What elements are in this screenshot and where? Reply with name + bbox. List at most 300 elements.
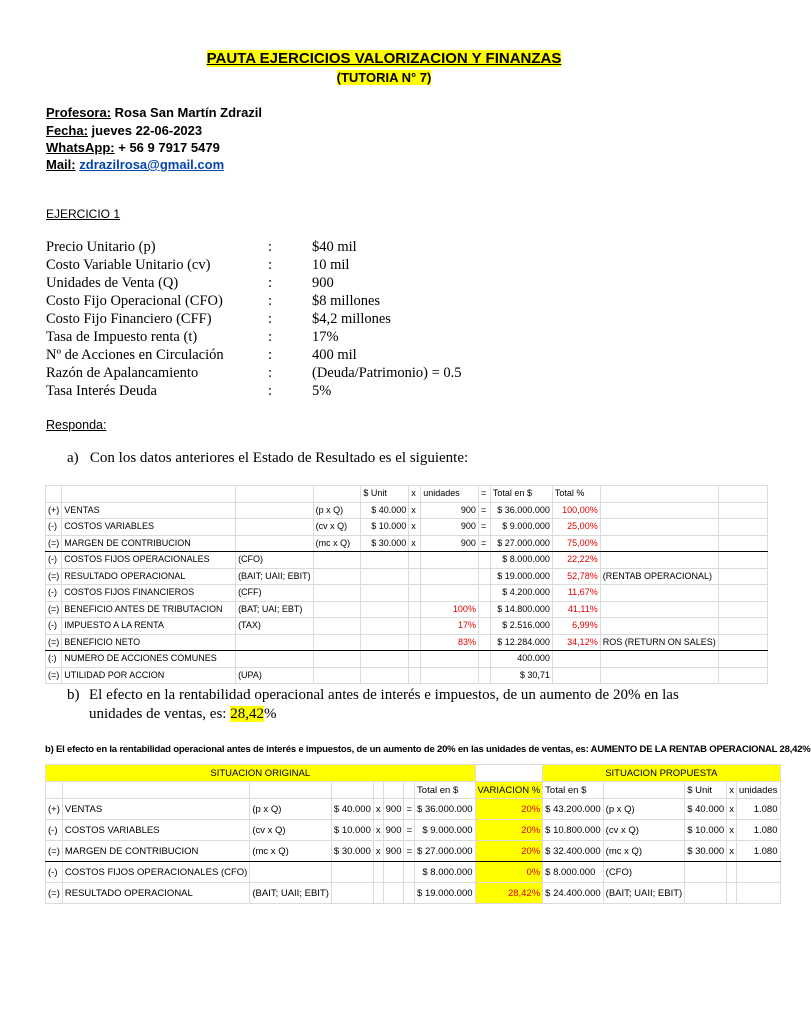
table-row — [46, 552, 768, 569]
table-cell: (-) — [46, 618, 62, 635]
table-cell: (+) — [46, 502, 62, 519]
table-cell — [421, 568, 479, 585]
table-cell: COSTOS VARIABLES — [62, 519, 236, 536]
header-cell: x — [409, 486, 421, 503]
table-cell: 25,00% — [552, 519, 600, 536]
responda-heading: Responda: — [46, 418, 107, 432]
table-cell — [236, 502, 314, 519]
header-cell: = — [478, 486, 490, 503]
parameter-value: $8 millones — [312, 293, 381, 309]
table-cell: $ 4.200.000 — [490, 585, 552, 602]
question-a — [67, 450, 468, 467]
header-cell — [46, 782, 63, 799]
parameter-value: 17% — [312, 329, 339, 345]
table-cell — [600, 651, 718, 668]
table-cell — [361, 585, 409, 602]
page-subtitle — [0, 70, 768, 85]
table-cell — [383, 883, 404, 904]
table-cell: $ 40.000 — [331, 799, 373, 820]
table-cell: (p x Q) — [250, 799, 332, 820]
table-cell: VENTAS — [62, 502, 236, 519]
table-cell — [250, 862, 332, 883]
table-cell — [727, 883, 737, 904]
whatsapp-key: WhatsApp: — [46, 140, 115, 155]
table-cell: $ 40.000 — [361, 502, 409, 519]
table-cell — [727, 862, 737, 883]
table-cell: x — [727, 820, 737, 841]
table-cell: 400.000 — [490, 651, 552, 668]
table-cell — [236, 535, 314, 552]
table-cell: IMPUESTO A LA RENTA — [62, 618, 236, 635]
parameter-label: Unidades de Venta (Q) — [46, 275, 179, 291]
table-header-row — [46, 486, 768, 503]
fecha-key: Fecha: — [46, 123, 88, 138]
table-cell — [478, 651, 490, 668]
table-cell: 100% — [421, 601, 479, 618]
fecha-value: jueves 22-06-2023 — [91, 123, 203, 138]
table-cell — [331, 862, 373, 883]
table-cell: $ 10.000 — [361, 519, 409, 536]
parameter-separator: : — [268, 311, 273, 327]
header-cell — [373, 782, 383, 799]
question-a-letter: a) — [67, 450, 79, 466]
parameter-separator: : — [268, 239, 273, 255]
parameter-separator: : — [268, 383, 273, 399]
table-cell — [600, 601, 718, 618]
table-cell: x — [409, 535, 421, 552]
table-cell: $ 30.000 — [331, 841, 373, 862]
table-cell — [718, 535, 767, 552]
table-cell: (cv x Q) — [250, 820, 332, 841]
table-cell — [478, 552, 490, 569]
table-cell: 20% — [475, 841, 543, 862]
original-situation-header: SITUACION ORIGINAL — [46, 765, 476, 782]
table-cell — [373, 883, 383, 904]
header-cell — [603, 782, 685, 799]
parameter-value: 400 mil — [312, 347, 357, 363]
table-cell: (CFO) — [603, 862, 685, 883]
table-cell: (mc x Q) — [250, 841, 332, 862]
table-cell: $ 40.000 — [685, 799, 727, 820]
table-cell — [313, 667, 361, 684]
table-cell: BENEFICIO NETO — [62, 634, 236, 651]
table-cell: $ 30.000 — [685, 841, 727, 862]
table-cell: $ 19.000.000 — [490, 568, 552, 585]
question-b-suffix: % — [263, 706, 277, 722]
table-cell: (=) — [46, 634, 62, 651]
parameter-separator: : — [268, 329, 273, 345]
table-cell: (BAT; UAI; EBT) — [236, 601, 314, 618]
table-cell — [600, 552, 718, 569]
parameter-label: Tasa Interés Deuda — [46, 383, 157, 399]
table-cell: $ 36.000.000 — [415, 799, 475, 820]
table-cell — [600, 585, 718, 602]
table-cell: RESULTADO OPERACIONAL — [62, 883, 249, 904]
table-cell — [313, 585, 361, 602]
parameter-value: $40 mil — [312, 239, 357, 255]
table-cell — [409, 651, 421, 668]
mail-line — [46, 156, 224, 173]
table-cell: $ 10.800.000 — [543, 820, 603, 841]
table-cell: (RENTAB OPERACIONAL) — [600, 568, 718, 585]
table-cell — [313, 568, 361, 585]
table-row — [46, 841, 781, 862]
table-cell: (BAIT; UAII; EBIT) — [603, 883, 685, 904]
table-cell: 11,67% — [552, 585, 600, 602]
header-cell: $ Unit — [685, 782, 727, 799]
table-cell — [409, 552, 421, 569]
table-cell: (-) — [46, 519, 62, 536]
header-cell — [62, 486, 236, 503]
table-row — [46, 568, 768, 585]
table-cell — [409, 601, 421, 618]
table-cell: (=) — [46, 883, 63, 904]
header-cell: Total en $ — [415, 782, 475, 799]
parameter-separator: : — [268, 293, 273, 309]
table-cell: VENTAS — [62, 799, 249, 820]
table-cell: (=) — [46, 535, 62, 552]
table-cell — [718, 601, 767, 618]
parameter-separator: : — [268, 347, 273, 363]
header-cell: $ Unit — [361, 486, 409, 503]
table-cell: = — [478, 519, 490, 536]
table-cell: 75,00% — [552, 535, 600, 552]
profesora-line — [46, 104, 262, 121]
table-cell: 34,12% — [552, 634, 600, 651]
parameter-label: Precio Unitario (p) — [46, 239, 156, 255]
table-cell — [409, 568, 421, 585]
table-cell — [552, 651, 600, 668]
table-cell — [718, 585, 767, 602]
table-cell: 900 — [383, 820, 404, 841]
whatsapp-value: + 56 9 7917 5479 — [118, 140, 220, 155]
table-cell — [600, 618, 718, 635]
table-cell: NUMERO DE ACCIONES COMUNES — [62, 651, 236, 668]
parameter-label: Costo Fijo Financiero (CFF) — [46, 311, 212, 327]
exercise-title: EJERCICIO 1 — [46, 207, 121, 221]
table-cell: $ 9.000.000 — [415, 820, 475, 841]
table-cell — [552, 667, 600, 684]
table-cell: $ 19.000.000 — [415, 883, 475, 904]
table-cell: $ 14.800.000 — [490, 601, 552, 618]
header-cell: Total % — [552, 486, 600, 503]
question-a-text: Con los datos anteriores el Estado de Resultado es el siguiente: — [89, 450, 469, 466]
header-cell: Total en $ — [490, 486, 552, 503]
table-cell — [409, 634, 421, 651]
table-cell: UTILIDAD POR ACCION — [62, 667, 236, 684]
table-cell — [478, 585, 490, 602]
table-cell: $ 8.000.000 — [543, 862, 603, 883]
header-cell — [313, 486, 361, 503]
table-cell — [361, 618, 409, 635]
table-cell: = — [404, 841, 415, 862]
header-cell — [383, 782, 404, 799]
table-cell: MARGEN DE CONTRIBUCION — [62, 535, 236, 552]
table-cell: 900 — [383, 841, 404, 862]
table-cell — [736, 862, 780, 883]
sensitivity-table — [45, 764, 781, 904]
table-cell: $ 8.000.000 — [490, 552, 552, 569]
table-cell: 20% — [475, 799, 543, 820]
table-cell: BENEFICIO ANTES DE TRIBUTACION — [62, 601, 236, 618]
table-cell: 20% — [475, 820, 543, 841]
parameter-label: Costo Fijo Operacional (CFO) — [46, 293, 223, 309]
table-cell: 41,11% — [552, 601, 600, 618]
whatsapp-line — [46, 139, 220, 156]
table-cell: (mc x Q) — [313, 535, 361, 552]
header-cell: VARIACION % — [475, 782, 543, 799]
table-cell: (UPA) — [236, 667, 314, 684]
table-cell: (=) — [46, 568, 62, 585]
table-cell: 900 — [421, 502, 479, 519]
table-cell — [421, 667, 479, 684]
parameter-separator: : — [268, 257, 273, 273]
table-cell: (:) — [46, 651, 62, 668]
table-cell — [478, 667, 490, 684]
table-cell — [313, 552, 361, 569]
parameter-separator: : — [268, 275, 273, 291]
parameter-value: 10 mil — [312, 257, 350, 273]
question-b-text: El efecto en la rentabilidad operacional antes de interés e impuestos, de un aumento de 20% en las unidades de ventas, es: — [89, 687, 679, 722]
table-cell: (BAIT; UAII; EBIT) — [236, 568, 314, 585]
table-cell: RESULTADO OPERACIONAL — [62, 568, 236, 585]
table-cell — [600, 667, 718, 684]
table-cell: x — [373, 841, 383, 862]
table-cell: (CFF) — [236, 585, 314, 602]
table-cell — [685, 883, 727, 904]
header-cell — [331, 782, 373, 799]
table-row — [46, 667, 768, 684]
table-cell — [478, 568, 490, 585]
table-cell: $ 27.000.000 — [490, 535, 552, 552]
page-title — [0, 50, 768, 67]
table-cell: x — [727, 841, 737, 862]
table-cell: $ 24.400.000 — [543, 883, 603, 904]
header-cell — [718, 486, 767, 503]
table-cell: 83% — [421, 634, 479, 651]
table-cell: (mc x Q) — [603, 841, 685, 862]
table-cell: (-) — [46, 585, 62, 602]
fecha-line — [46, 122, 202, 139]
table-cell: $ 10.000 — [685, 820, 727, 841]
parameter-value: 5% — [312, 383, 332, 399]
header-cell — [250, 782, 332, 799]
table-cell: $ 2.516.000 — [490, 618, 552, 635]
table-row — [46, 820, 781, 841]
table-cell: x — [409, 502, 421, 519]
table-cell: $ 10.000 — [331, 820, 373, 841]
mail-link[interactable]: zdrazilrosa@gmail.com — [79, 157, 225, 172]
table-cell — [718, 568, 767, 585]
table-cell — [361, 552, 409, 569]
table-cell: = — [404, 820, 415, 841]
table-row — [46, 651, 768, 668]
table-cell: 1.080 — [736, 799, 780, 820]
table-cell: (p x Q) — [603, 799, 685, 820]
table-cell: $ 27.000.000 — [415, 841, 475, 862]
table-cell: (p x Q) — [313, 502, 361, 519]
table-cell — [600, 502, 718, 519]
table-cell — [313, 618, 361, 635]
table-cell: (-) — [46, 862, 63, 883]
table-row — [46, 883, 781, 904]
table-cell: x — [727, 799, 737, 820]
table-cell — [409, 667, 421, 684]
table-cell — [409, 585, 421, 602]
table-cell: COSTOS FIJOS FINANCIEROS — [62, 585, 236, 602]
table-cell — [313, 601, 361, 618]
table-cell — [718, 667, 767, 684]
header-cell — [62, 782, 249, 799]
table-cell — [421, 585, 479, 602]
header-cell — [600, 486, 718, 503]
parameter-label: Nº de Acciones en Circulación — [46, 347, 224, 363]
parameter-label: Razón de Apalancamiento — [46, 365, 199, 381]
table-cell: $ 30,71 — [490, 667, 552, 684]
parameter-label: Costo Variable Unitario (cv) — [46, 257, 211, 273]
header-cell: unidades — [736, 782, 780, 799]
table-cell: ROS (RETURN ON SALES) — [600, 634, 718, 651]
table-cell — [718, 519, 767, 536]
table-cell: x — [409, 519, 421, 536]
table-cell: $ 32.400.000 — [543, 841, 603, 862]
table-cell: 6,99% — [552, 618, 600, 635]
page-title-text: PAUTA EJERCICIOS VALORIZACION Y FINANZAS — [206, 50, 562, 67]
table-cell — [421, 552, 479, 569]
table-cell: x — [373, 820, 383, 841]
table-cell — [718, 651, 767, 668]
header-cell — [46, 486, 62, 503]
table-cell — [421, 651, 479, 668]
table-cell: = — [478, 502, 490, 519]
question-b — [67, 686, 727, 724]
header-cell: x — [727, 782, 737, 799]
table-cell — [361, 667, 409, 684]
question-b-letter: b) — [67, 687, 80, 703]
table-cell: $ 43.200.000 — [543, 799, 603, 820]
table-cell — [600, 535, 718, 552]
table-cell — [236, 634, 314, 651]
table-cell: 900 — [421, 535, 479, 552]
table-cell — [313, 651, 361, 668]
table-cell: (+) — [46, 799, 63, 820]
table-cell — [409, 618, 421, 635]
table-cell: COSTOS FIJOS OPERACIONALES (CFO) — [62, 862, 249, 883]
table2-caption: b) El efecto en la rentabilidad operacional antes de interés e impuestos, de un aumento de 20% en las unidades de ventas, es: AUMENTO DE LA RENTAB OPERACIONAL 28,42% — [45, 744, 811, 755]
table-cell: 22,22% — [552, 552, 600, 569]
table-cell: 0% — [475, 862, 543, 883]
table-cell — [718, 634, 767, 651]
table-row — [46, 535, 768, 552]
table-row — [46, 502, 768, 519]
table-cell: 1.080 — [736, 820, 780, 841]
table-row — [46, 862, 781, 883]
table-cell — [404, 862, 415, 883]
proposed-situation-header: SITUACION PROPUESTA — [543, 765, 780, 782]
table-group-header-row — [46, 765, 781, 782]
table-row — [46, 634, 768, 651]
income-statement-table — [45, 485, 768, 684]
table-cell: (=) — [46, 841, 63, 862]
table-row — [46, 601, 768, 618]
header-cell: Total en $ — [543, 782, 603, 799]
table-cell: (-) — [46, 820, 63, 841]
table-cell — [600, 519, 718, 536]
table-cell — [361, 651, 409, 668]
table-cell — [361, 568, 409, 585]
table-cell: COSTOS VARIABLES — [62, 820, 249, 841]
parameter-separator: : — [268, 365, 273, 381]
table-cell: MARGEN DE CONTRIBUCION — [62, 841, 249, 862]
table-cell — [718, 618, 767, 635]
table-cell — [383, 862, 404, 883]
table-cell: (=) — [46, 667, 62, 684]
table-cell: 1.080 — [736, 841, 780, 862]
parameter-value: $4,2 millones — [312, 311, 391, 327]
table-cell — [718, 502, 767, 519]
table-cell: x — [373, 799, 383, 820]
table-cell: (BAIT; UAII; EBIT) — [250, 883, 332, 904]
table-row — [46, 799, 781, 820]
table-cell: (-) — [46, 552, 62, 569]
table-cell — [478, 634, 490, 651]
table-cell: $ 8.000.000 — [415, 862, 475, 883]
table-cell: $ 30.000 — [361, 535, 409, 552]
page-subtitle-text: (TUTORIA N° 7) — [336, 70, 432, 85]
table-cell — [361, 601, 409, 618]
table-cell — [331, 883, 373, 904]
profesora-value: Rosa San Martín Zdrazil — [114, 105, 263, 120]
table-cell: 100,00% — [552, 502, 600, 519]
table-row — [46, 519, 768, 536]
table-cell: (cv x Q) — [603, 820, 685, 841]
table-cell — [478, 618, 490, 635]
table-cell: 900 — [383, 799, 404, 820]
table-cell: (CFO) — [236, 552, 314, 569]
table-cell: = — [478, 535, 490, 552]
table-cell — [361, 634, 409, 651]
table-cell: 17% — [421, 618, 479, 635]
table-cell: $ 12.284.000 — [490, 634, 552, 651]
profesora-key: Profesora: — [46, 105, 112, 120]
table-cell — [478, 601, 490, 618]
table-cell: (cv x Q) — [313, 519, 361, 536]
table-cell: $ 9.000.000 — [490, 519, 552, 536]
table-row — [46, 618, 768, 635]
table-cell: = — [404, 799, 415, 820]
table-cell: $ 36.000.000 — [490, 502, 552, 519]
parameter-label: Tasa de Impuesto renta (t) — [46, 329, 198, 345]
table-cell: 52,78% — [552, 568, 600, 585]
table-cell — [685, 862, 727, 883]
header-cell — [236, 486, 314, 503]
header-cell — [404, 782, 415, 799]
table-cell: (TAX) — [236, 618, 314, 635]
table-cell: 900 — [421, 519, 479, 536]
table-cell — [313, 634, 361, 651]
table-header-row — [46, 782, 781, 799]
table-cell: (=) — [46, 601, 62, 618]
header-cell: unidades — [421, 486, 479, 503]
parameter-value: (Deuda/Patrimonio) = 0.5 — [312, 365, 462, 381]
table-cell — [404, 883, 415, 904]
table-cell — [373, 862, 383, 883]
table-cell — [718, 552, 767, 569]
table-cell — [236, 651, 314, 668]
table-cell — [236, 519, 314, 536]
table-row — [46, 585, 768, 602]
table-cell: COSTOS FIJOS OPERACIONALES — [62, 552, 236, 569]
